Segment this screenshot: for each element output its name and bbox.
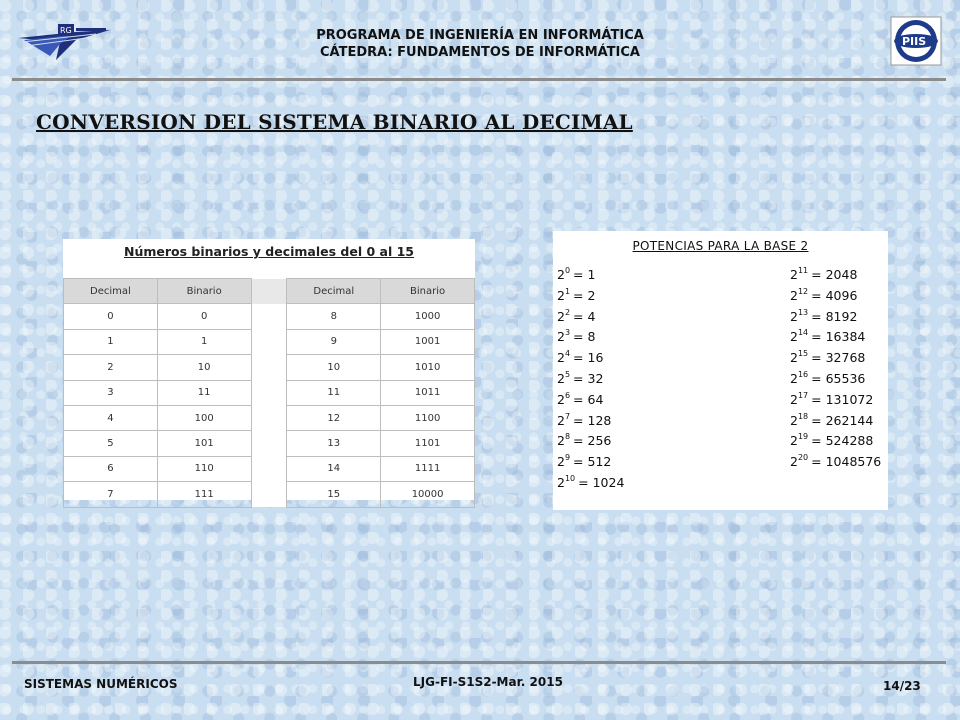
column-spacer xyxy=(251,304,287,329)
power-exponent: 3 xyxy=(564,328,571,338)
table-cell: 110 xyxy=(157,456,251,481)
institution-wing-logo-icon xyxy=(16,18,112,66)
power-exponent: 12 xyxy=(797,286,809,296)
table-cell: 1 xyxy=(64,329,158,354)
power-base: 2 xyxy=(557,474,565,490)
power-value: = 4096 xyxy=(811,287,858,303)
column-spacer xyxy=(251,405,287,430)
table-cell: 8 xyxy=(287,304,381,329)
table-cell: 6 xyxy=(64,456,158,481)
power-item xyxy=(557,407,624,428)
table-row xyxy=(64,380,475,405)
table-header-row xyxy=(64,279,475,304)
power-base: 2 xyxy=(557,287,565,303)
power-item xyxy=(790,261,881,282)
power-item xyxy=(790,303,881,324)
power-item xyxy=(790,427,881,448)
table-cell: 10 xyxy=(157,355,251,380)
power-base: 2 xyxy=(790,329,798,345)
table-row xyxy=(64,456,475,481)
table-cell: 11 xyxy=(157,380,251,405)
column-header-decimal: Decimal xyxy=(287,279,381,304)
power-base: 2 xyxy=(790,370,798,386)
binary-decimal-table xyxy=(63,278,475,508)
table-cell: 10 xyxy=(287,355,381,380)
power-exponent: 6 xyxy=(564,390,571,400)
power-exponent: 9 xyxy=(564,453,571,463)
power-exponent: 20 xyxy=(797,453,809,463)
table-cell: 100 xyxy=(157,405,251,430)
power-value: = 4 xyxy=(573,308,596,324)
power-value: = 16 xyxy=(573,350,604,366)
table-cell: 4 xyxy=(64,405,158,430)
power-exponent: 0 xyxy=(564,266,571,275)
power-exponent: 15 xyxy=(797,349,809,359)
table-cell: 11 xyxy=(287,380,381,405)
power-item xyxy=(557,427,624,448)
table-cell: 1111 xyxy=(381,456,475,481)
power-base: 2 xyxy=(790,433,798,449)
power-value: = 1048576 xyxy=(811,454,882,470)
power-value: = 2 xyxy=(573,287,596,303)
power-value: = 64 xyxy=(573,391,604,407)
power-item xyxy=(790,407,881,428)
svg-text:RG: RG xyxy=(60,26,72,35)
footer-divider xyxy=(12,661,946,664)
power-value: = 32 xyxy=(573,370,604,386)
power-base: 2 xyxy=(557,370,565,386)
power-base: 2 xyxy=(557,454,565,470)
power-exponent: 8 xyxy=(564,432,571,442)
power-base: 2 xyxy=(790,267,798,282)
power-exponent: 16 xyxy=(797,369,809,379)
power-value: = 128 xyxy=(573,412,612,428)
power-item xyxy=(557,365,624,386)
power-base: 2 xyxy=(557,433,565,449)
table-row xyxy=(64,482,475,507)
table-row xyxy=(64,304,475,329)
power-exponent: 4 xyxy=(564,349,571,359)
binary-table-title: Números binarios y decimales del 0 al 15 xyxy=(123,244,414,259)
power-exponent: 11 xyxy=(797,266,809,275)
powers-right-column xyxy=(790,261,881,469)
power-exponent: 14 xyxy=(797,328,809,338)
table-cell: 12 xyxy=(287,405,381,430)
table-cell: 111 xyxy=(157,482,251,507)
table-cell: 1011 xyxy=(381,380,475,405)
table-cell: 1 xyxy=(157,329,251,354)
column-spacer xyxy=(251,456,287,481)
table-cell: 1100 xyxy=(381,405,475,430)
table-cell: 0 xyxy=(157,304,251,329)
power-exponent: 18 xyxy=(797,411,809,421)
power-value: = 8192 xyxy=(811,308,858,324)
table-cell: 13 xyxy=(287,431,381,456)
table-cell: 0 xyxy=(64,304,158,329)
power-base: 2 xyxy=(557,308,565,324)
table-cell: 1101 xyxy=(381,431,475,456)
power-value: = 1024 xyxy=(578,474,625,490)
power-item xyxy=(790,386,881,407)
table-cell: 1010 xyxy=(381,355,475,380)
power-base: 2 xyxy=(790,350,798,366)
power-value: = 1 xyxy=(573,267,596,282)
program-globe-logo-icon xyxy=(890,16,942,66)
power-exponent: 1 xyxy=(564,286,571,296)
power-base: 2 xyxy=(557,267,565,282)
table-cell: 3 xyxy=(64,380,158,405)
power-exponent: 19 xyxy=(797,432,809,442)
power-base: 2 xyxy=(790,454,798,470)
svg-text:PIIS: PIIS xyxy=(902,35,927,48)
column-spacer xyxy=(251,431,287,456)
powers-left-column xyxy=(557,261,624,490)
power-item xyxy=(557,261,624,282)
column-header-binary: Binario xyxy=(157,279,251,304)
column-spacer xyxy=(251,482,287,507)
power-exponent: 2 xyxy=(564,307,571,317)
power-value: = 32768 xyxy=(811,350,866,366)
power-exponent: 13 xyxy=(797,307,809,317)
footer-document-code: LJG-FI-S1S2-Mar. 2015 xyxy=(413,675,563,689)
table-cell: 9 xyxy=(287,329,381,354)
column-spacer xyxy=(251,380,287,405)
power-base: 2 xyxy=(557,391,565,407)
power-exponent: 7 xyxy=(564,411,571,421)
power-value: = 262144 xyxy=(811,412,874,428)
power-base: 2 xyxy=(557,329,565,345)
table-row xyxy=(64,405,475,430)
table-row xyxy=(64,431,475,456)
power-value: = 131072 xyxy=(811,391,874,407)
power-item xyxy=(557,344,624,365)
table-cell: 101 xyxy=(157,431,251,456)
footer-section-title: SISTEMAS NUMÉRICOS xyxy=(24,677,178,691)
powers-title: POTENCIAS PARA LA BASE 2 xyxy=(632,239,809,253)
power-base: 2 xyxy=(790,412,798,428)
header-divider xyxy=(12,78,946,81)
power-item xyxy=(790,448,881,469)
table-cell: 5 xyxy=(64,431,158,456)
powers-of-two-panel xyxy=(553,231,888,510)
header-course-title: CÁTEDRA: FUNDAMENTOS DE INFORMÁTICA xyxy=(320,45,640,60)
power-item xyxy=(790,323,881,344)
power-item xyxy=(557,448,624,469)
power-value: = 16384 xyxy=(811,329,866,345)
power-value: = 256 xyxy=(573,433,612,449)
power-value: = 2048 xyxy=(811,267,858,282)
power-item xyxy=(557,386,624,407)
power-value: = 8 xyxy=(573,329,596,345)
power-item xyxy=(557,323,624,344)
power-base: 2 xyxy=(557,412,565,428)
slide-title: CONVERSION DEL SISTEMA BINARIO AL DECIMAL xyxy=(36,110,633,134)
column-header-binary: Binario xyxy=(381,279,475,304)
column-spacer xyxy=(251,329,287,354)
power-item xyxy=(557,282,624,303)
power-item xyxy=(790,282,881,303)
table-row xyxy=(64,329,475,354)
power-exponent: 10 xyxy=(564,473,576,483)
power-base: 2 xyxy=(790,308,798,324)
table-cell: 1000 xyxy=(381,304,475,329)
table-cell: 14 xyxy=(287,456,381,481)
power-item xyxy=(557,303,624,324)
power-base: 2 xyxy=(790,391,798,407)
binary-decimal-table-panel xyxy=(63,239,475,500)
power-item xyxy=(557,469,624,490)
power-value: = 524288 xyxy=(811,433,874,449)
power-exponent: 5 xyxy=(564,369,571,379)
column-spacer xyxy=(251,279,287,304)
table-cell: 2 xyxy=(64,355,158,380)
table-row xyxy=(64,355,475,380)
column-spacer xyxy=(251,355,287,380)
power-exponent: 17 xyxy=(797,390,809,400)
power-base: 2 xyxy=(557,350,565,366)
table-cell: 15 xyxy=(287,482,381,507)
table-cell: 1001 xyxy=(381,329,475,354)
table-cell: 10000 xyxy=(381,482,475,507)
power-item xyxy=(790,344,881,365)
power-value: = 512 xyxy=(573,454,612,470)
table-cell: 7 xyxy=(64,482,158,507)
power-value: = 65536 xyxy=(811,370,866,386)
column-header-decimal: Decimal xyxy=(64,279,158,304)
power-item xyxy=(790,365,881,386)
power-base: 2 xyxy=(790,287,798,303)
header-program-title: PROGRAMA DE INGENIERÍA EN INFORMÁTICA xyxy=(316,28,644,43)
page-number: 14/23 xyxy=(883,679,921,693)
